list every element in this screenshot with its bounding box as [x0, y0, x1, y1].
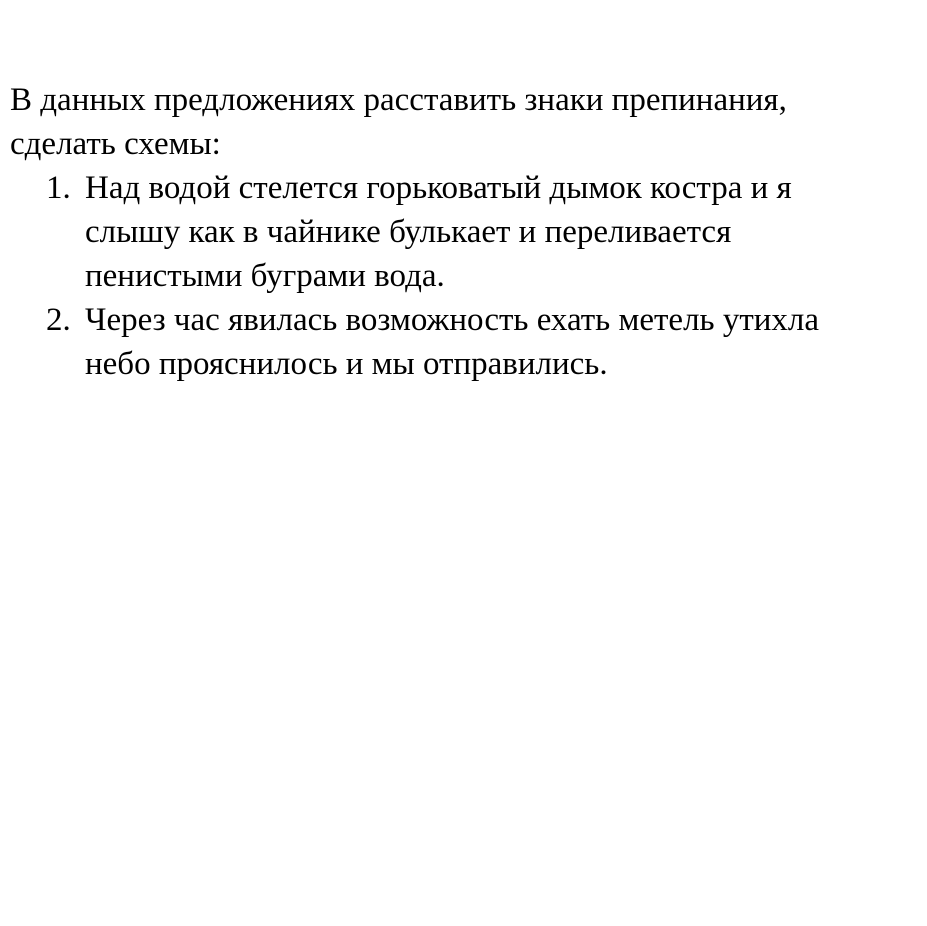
sentence-line: небо прояснилось и мы отправились.	[85, 346, 608, 382]
sentence-line: пенистыми буграми вода.	[85, 258, 445, 294]
sentence-line: Через час явилась возможность ехать метель утихла	[85, 302, 820, 338]
task-instruction	[10, 78, 819, 166]
list-item-2	[10, 298, 819, 386]
list-item-1	[10, 166, 819, 298]
sentence-line: слышу как в чайнике булькает и переливается	[85, 214, 732, 250]
instruction-line: В данных предложениях расставить знаки препинания,	[10, 82, 787, 118]
instruction-line: сделать схемы:	[10, 126, 221, 162]
document-body	[10, 78, 819, 386]
sentence-line: Над водой стелется горьковатый дымок костра и я	[85, 170, 792, 206]
list-number: 1.	[46, 170, 71, 206]
list-number: 2.	[46, 302, 71, 338]
